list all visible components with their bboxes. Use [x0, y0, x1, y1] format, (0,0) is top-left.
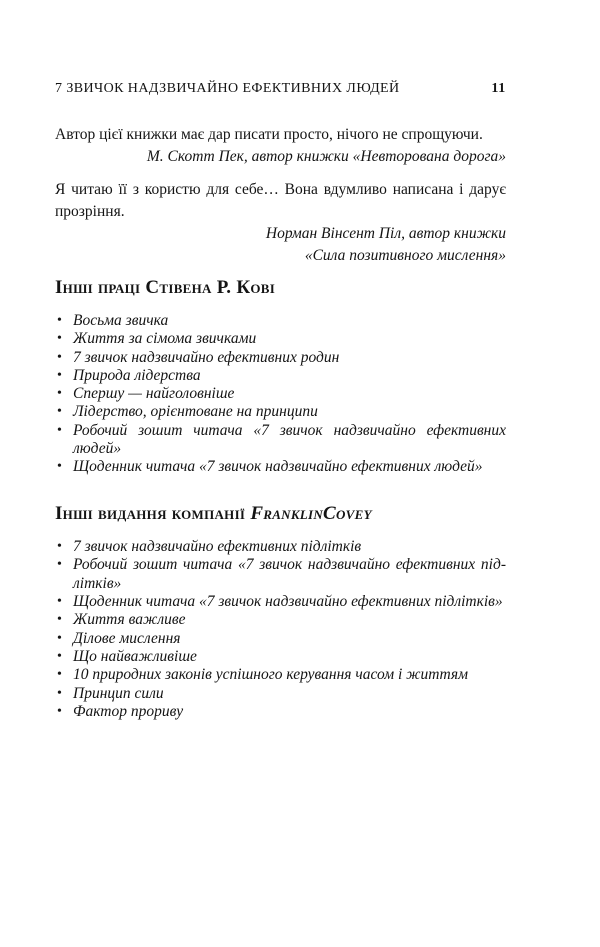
- list-item: • Робочий зошит читача «7 звичок надзвичайно ефективних людей»: [73, 422, 506, 459]
- attribution-line: «Сила позитивного мислення»: [304, 247, 506, 264]
- section-heading-brand: FranklinCovey: [250, 503, 372, 525]
- list-item: • Спершу — найголовніше: [73, 385, 506, 403]
- list-item: • Восьма звичка: [73, 312, 506, 330]
- quote-block: [55, 124, 506, 168]
- list-item: • Щоденник читача «7 звичок надзвичайно ефективних людей»: [73, 458, 506, 476]
- list-item: • Ділове мислення: [73, 630, 506, 648]
- list-item: • Життя за сімома звичками: [73, 330, 506, 348]
- attribution-line: Норман Вінсент Піл, автор книжки: [265, 225, 506, 242]
- quote-text: Автор цієї книжки має дар писати просто, нічого не спрощуючи.: [55, 126, 483, 143]
- list-item: • 7 звичок надзвичайно ефективних родин: [73, 349, 506, 367]
- section-heading-text: Інші праці Стівена Р. Кові: [55, 276, 276, 298]
- page-number: 11: [491, 81, 506, 96]
- quote-text: Я читаю її з користю для себе… Вона вдумливо написана і дарує прозріння.: [55, 181, 506, 220]
- list-item: • 10 природних законів успішного керування часом і життям: [73, 666, 506, 684]
- list-item: • 7 звичок надзвичайно ефективних підлітків: [73, 538, 506, 556]
- book-list-other-works: [55, 312, 506, 477]
- section-heading-other-works: [55, 277, 506, 299]
- list-item: • Робочий зошит читача «7 звичок надзвичайно ефективних підлітків»: [73, 556, 506, 593]
- list-item: • Лідерство, орієнтоване на принципи: [73, 403, 506, 421]
- quote-attribution: [55, 223, 506, 267]
- running-title: 7 ЗВИЧОК НАДЗВИЧАЙНО ЕФЕКТИВНИХ ЛЮДЕЙ: [55, 81, 400, 96]
- book-list-franklincovey: [55, 538, 506, 721]
- list-item: • Життя важливе: [73, 611, 506, 629]
- list-item: • Фактор прориву: [73, 703, 506, 721]
- quote-attribution: М. Скотт Пек, автор книжки «Невторована дорога»: [146, 148, 506, 165]
- list-item: • Принцип сили: [73, 685, 506, 703]
- list-item: • Що найважливіше: [73, 648, 506, 666]
- list-item: • Щоденник читача «7 звичок надзвичайно ефективних підлітків»: [73, 593, 506, 611]
- quote-block: [55, 179, 506, 267]
- running-header: [55, 82, 506, 96]
- section-heading-text: Інші видання компанії: [55, 503, 251, 525]
- section-heading-franklincovey: [55, 503, 506, 525]
- list-item: • Природа лідерства: [73, 367, 506, 385]
